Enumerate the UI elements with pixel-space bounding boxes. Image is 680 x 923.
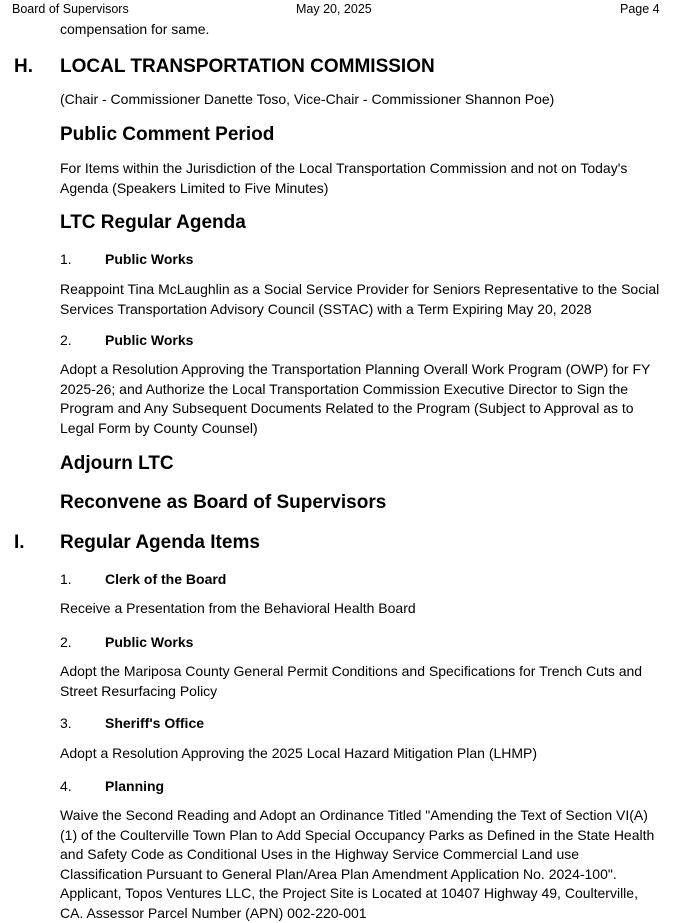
header-date: May 20, 2025 [296,2,372,16]
reconvene-heading: Reconvene as Board of Supervisors [60,492,387,513]
regular-item-4-department: Planning [105,778,165,794]
regular-item-4-text: Waive the Second Reading and Adopt an Ordinance Titled "Amending the Text of Section VI(A)(1) of the Coulterville Town Plan to Add Special Occupancy Parks as Defined in the State Health and Safety Code as Conditional Uses in the Highway Service Commercial Land use Classification Pursuant to General Plan/Area Plan Amendment Application No. 2024-100". Applicant, Topos Ventures LLC, the Project Site is Located at 10407 Highway 49, Coulterville, CA. Assessor Parcel Number (APN) 002-220-001 [60,807,655,921]
regular-item-3-text: Adopt a Resolution Approving the 2025 Local Hazard Mitigation Plan (LHMP) [60,745,538,761]
section-h-letter: H. [14,56,33,77]
regular-item-1-number: 1. [60,571,72,587]
ltc-item-1-department: Public Works [105,251,194,267]
ltc-item-1-text: Reappoint Tina McLaughlin as a Social Service Provider for Seniors Representative to the Social Services Transportation Advisory Council (SSTAC) with a Term Expiring May 20, 2028 [60,281,660,317]
regular-item-2-department: Public Works [105,634,194,650]
regular-item-2-text: Adopt the Mariposa County General Permit Conditions and Specifications for Trench Cuts and Street Resurfacing Policy [60,663,643,699]
regular-item-3-department: Sheriff's Office [105,715,205,731]
ltc-agenda-heading: LTC Regular Agenda [60,212,246,233]
regular-item-4-number: 4. [60,778,72,794]
section-h-chairs: (Chair - Commissioner Danette Toso, Vice-Chair - Commissioner Shannon Poe) [60,91,555,107]
ltc-item-2-text: Adopt a Resolution Approving the Transportation Planning Overall Work Program (OWP) for FY 2025-26; and Authorize the Local Transportation Commission Executive Director to Sign the Program and Any Subsequent Documents Related to the Program (Subject to Approval as to Legal Form by County Counsel) [60,361,651,436]
section-i-letter: I. [14,532,25,553]
section-h-title: LOCAL TRANSPORTATION COMMISSION [60,56,435,77]
regular-item-3-number: 3. [60,715,72,731]
ltc-item-2-department: Public Works [105,332,194,348]
header-board-name: Board of Supervisors [12,2,129,16]
adjourn-ltc-heading: Adjourn LTC [60,453,174,474]
section-i-title: Regular Agenda Items [60,532,260,553]
continuation-text: compensation for same. [60,21,210,37]
regular-item-1-department: Clerk of the Board [105,571,227,587]
header-page-number: Page 4 [620,2,660,16]
regular-item-1-text: Receive a Presentation from the Behavioral Health Board [60,600,416,616]
ltc-item-2-number: 2. [60,332,72,348]
regular-item-2-number: 2. [60,634,72,650]
public-comment-text: For Items within the Jurisdiction of the Local Transportation Commission and not on Today's Agenda (Speakers Limited to Five Minutes) [60,160,628,196]
ltc-item-1-number: 1. [60,251,72,267]
public-comment-heading: Public Comment Period [60,124,275,145]
